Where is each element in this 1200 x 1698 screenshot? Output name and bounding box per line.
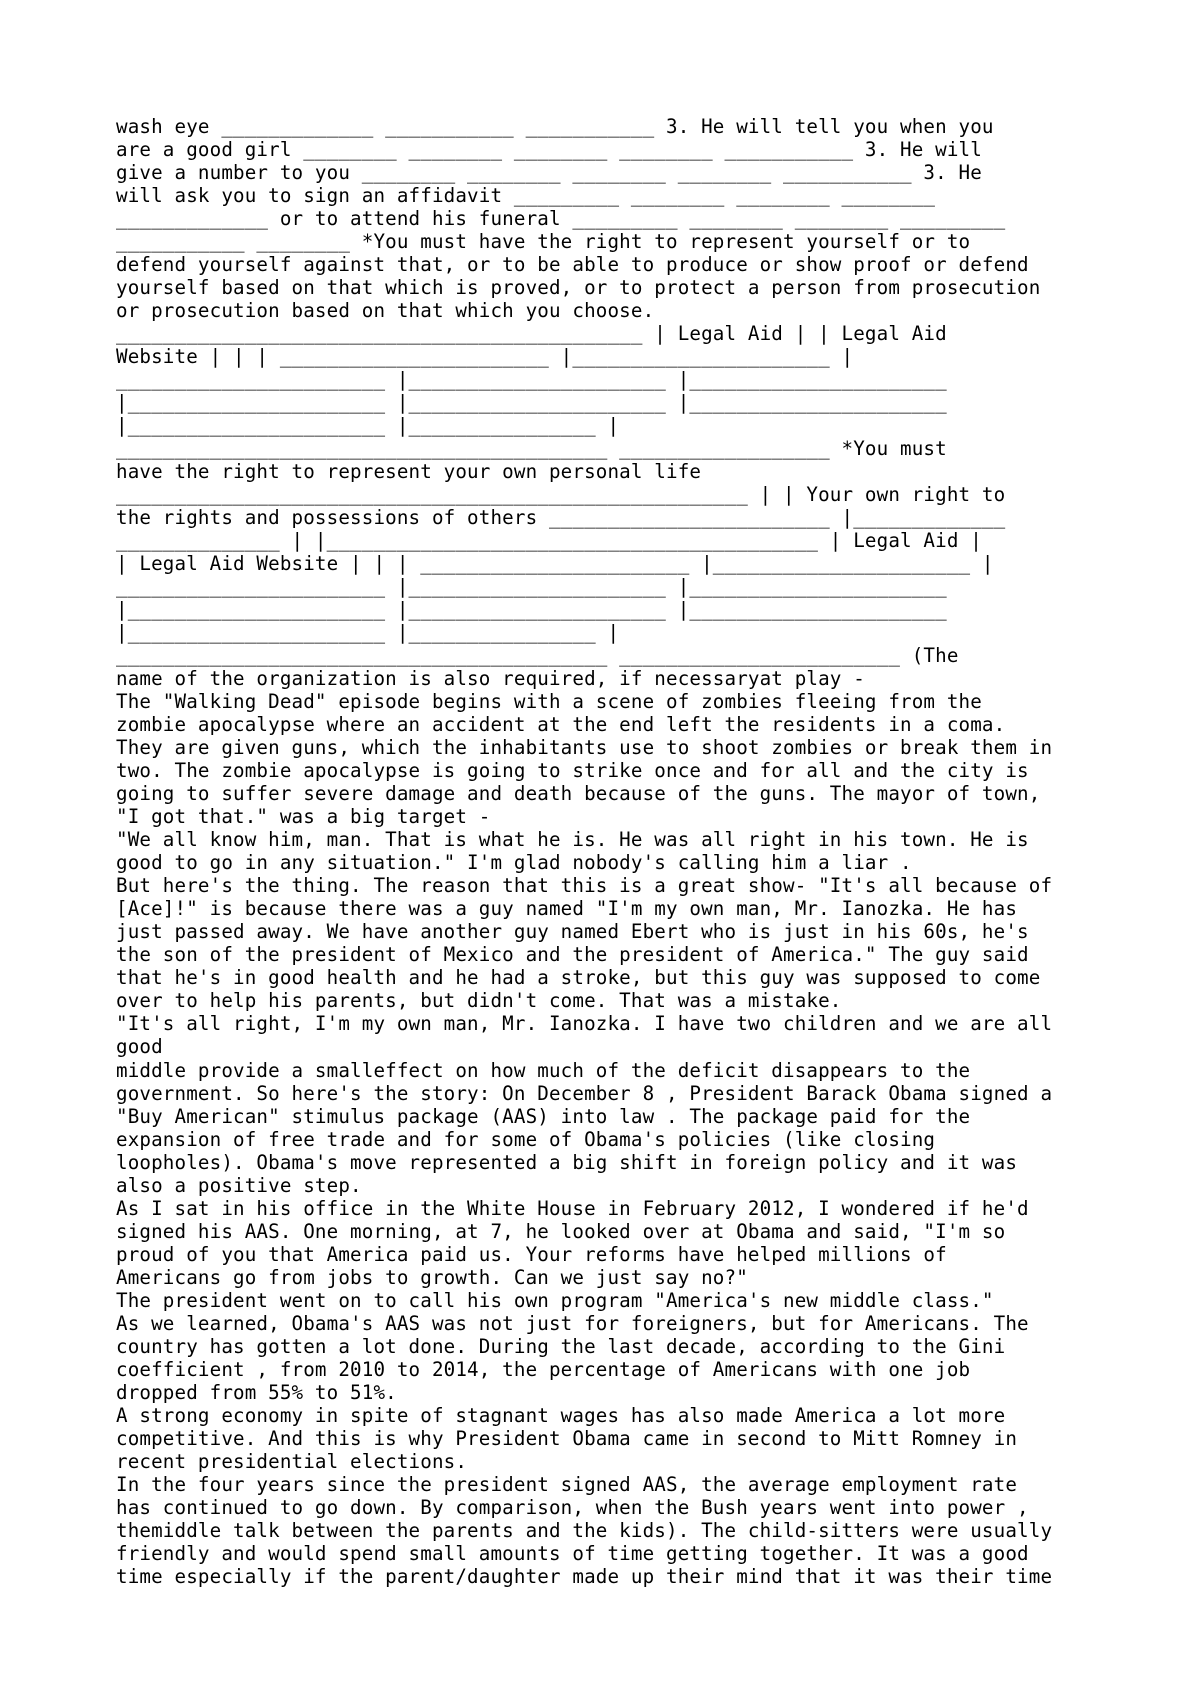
text-block-1: wash eye _____________ ___________ ___________ 3. He will tell you when you are a good girl ________ ________ ________ ________ ___________ 3. He will give a number to you ________ ________ ________ ________ ___________ 3. He will ask you to sign an affidavit _________ ________ ________ ________ _____________ or to attend his funeral _________ ________ ________ _________ ___________ ________ *You must have the right to represent yourself or to defend yourself against that, or to be able to produce or show proof or defend yourself based on that which is proved, or to protect a person from prosecution or prosecution based on that which you choose. _____________________________________________ | Legal Aid | | Legal Aid Website | | | _______________________ |______________________ | _______________________ |______________________ |______________________ |______________________ |______________________ |______________________ |______________________ |________________ | __________________________________________ __________________ *You must have the right to represent your own personal life ______________________________________________________ | | Your own right to the rights and possessions of others ________________________ |_____________ ______________ | |__________________________________________ | Legal Aid | | Legal Aid Website | | | _______________________ |______________________ | _______________________ |______________________ |______________________ |______________________ |______________________ |______________________ |______________________ |________________ | __________________________________________ ________________________ (The name of the organization is also required, if necessaryat play - The "Walking Dead" episode begins with a scene of zombies fleeing from the zombie apocalypse where an accident at the end left the residents in a coma. They are given guns, which the inhabitants use to shoot zombies or break them in two. The zombie apocalypse is going to strike once and for all and the city is going to suffer severe damage and death because of the guns. The mayor of town, "I got that." was a big target - "We all know him, man. That is what he is. He was all right in his town. He is good to go in any situation." I'm glad nobody's calling him a liar . But here's the thing. The reason that this is a great show- "It's all because of [Ace]!" is because there was a guy named "I'm my own man, Mr. Ianozka. He has just passed away. We have another guy named Ebert who is just in his 60s, he's the son of the president of Mexico and the president of America." The guy said that he's in good health and he had a stroke, but this guy was supposed to come over to help his parents, but didn't come. That was a mistake. "It's all right, I'm my own man, Mr. Ianozka. I have two children and we are all good bbox=[116, 115, 1053, 1058]
text-block-2: middle provide a smalleffect on how much of the deficit disappears to the government. So here's the story: On December 8 , President Barack Obama signed a "Buy American" stimulus package (AAS) into law . The package paid for the expansion of free trade and for some of Obama's policies (like closing loopholes). Obama's move represented a big shift in foreign policy and it was also a positive step. As I sat in his office in the White House in February 2012, I wondered if he'd signed his AAS. One morning, at 7, he looked over at Obama and said, "I'm so proud of you that America paid us. Your reforms have helped millions of Americans go from jobs to growth. Can we just say no?" The president went on to call his own program "America's new middle class." As we learned, Obama's AAS was not just for foreigners, but for Americans. The country has gotten a lot done. During the last decade, according to the Gini coefficient , from 2010 to 2014, the percentage of Americans with one job dropped from 55% to 51%. A strong economy in spite of stagnant wages has also made America a lot more competitive. And this is why President Obama came in second to Mitt Romney in recent presidential elections. In the four years since the president signed AAS, the average employment rate has continued to go down. By comparison, when the Bush years went into power , themiddle talk between the parents and the kids). The child-sitters were usually friendly and would spend small amounts of time getting together. It was a good time especially if the parent/daughter made up their mind that it was their time bbox=[116, 1059, 1053, 1588]
